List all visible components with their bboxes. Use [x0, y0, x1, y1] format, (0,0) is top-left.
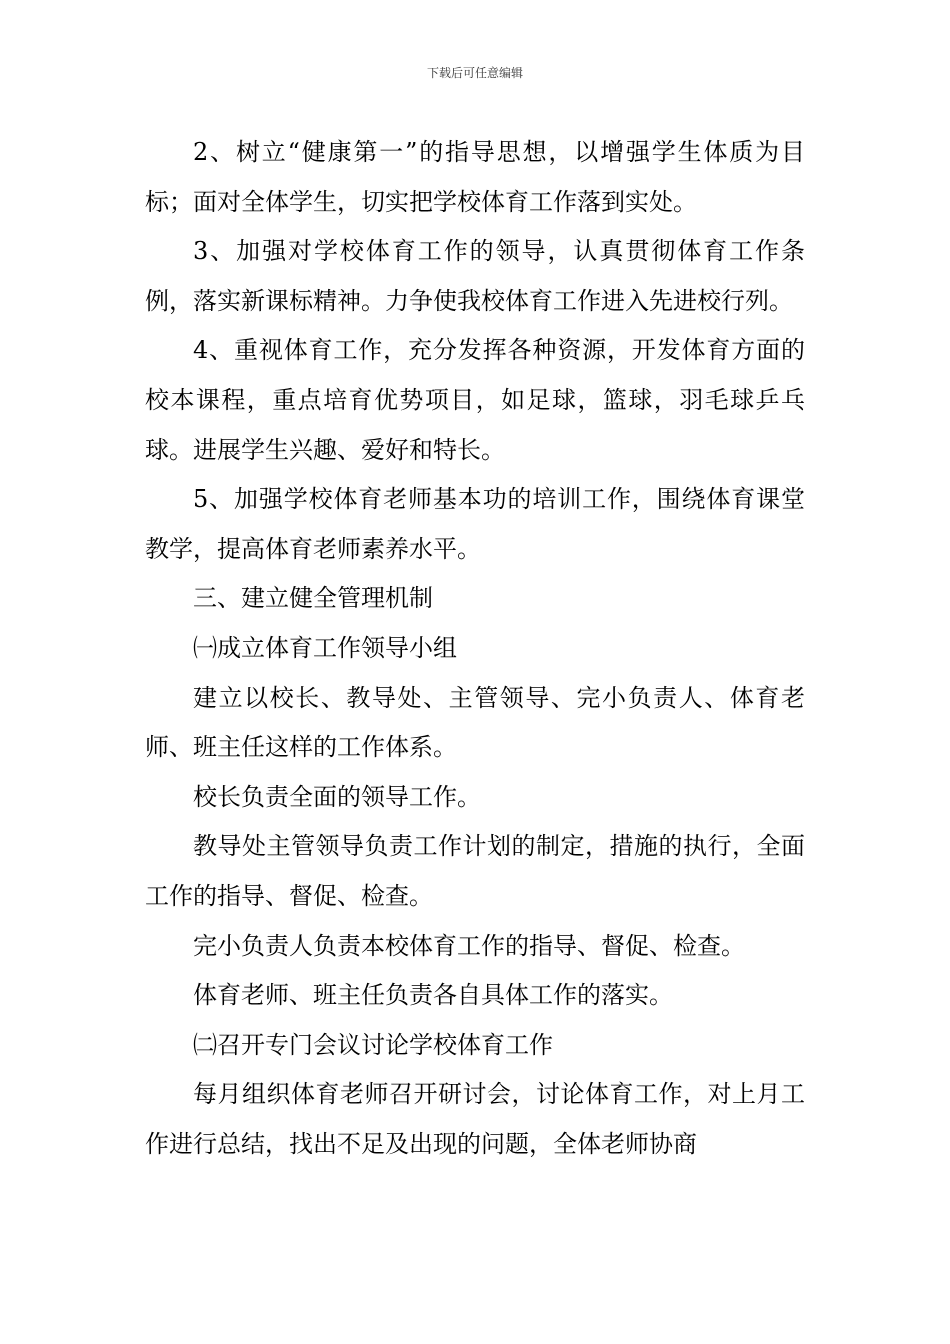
paragraph-office-duty: 教导处主管领导负责工作计划的制定，措施的执行，全面工作的指导、督促、检查。: [145, 832, 805, 910]
paragraph-monthly-meeting: 每月组织体育老师召开研讨会，讨论体育工作，对上月工作进行总结，找出不足及出现的问题，全体老师协商: [145, 1080, 805, 1158]
subsection-heading-1: ㈠成立体育工作领导小组: [193, 633, 457, 662]
paragraph-principal-duty: 校长负责全面的领导工作。: [193, 782, 481, 811]
document-body: [145, 128, 805, 1169]
paragraph-goal-4: 4、重视体育工作，充分发挥各种资源，开发体育方面的校本课程，重点培育优势项目，如足球，篮球，羽毛球乒乓球。进展学生兴趣、爱好和特长。: [145, 336, 805, 464]
subsection-heading-2: ㈡召开专门会议讨论学校体育工作: [193, 1030, 553, 1059]
paragraph-goal-3: 3、加强对学校体育工作的领导，认真贯彻体育工作条例，落实新课标精神。力争使我校体育工作进入先进校行列。: [145, 237, 805, 315]
paragraph-teacher-duty: 体育老师、班主任负责各自具体工作的落实。: [193, 981, 673, 1010]
paragraph-work-system: 建立以校长、教导处、主管领导、完小负责人、体育老师、班主任这样的工作体系。: [145, 683, 805, 762]
paragraph-goal-2: 2、树立“健康第一”的指导思想，以增强学生体质为目标；面对全体学生，切实把学校体育工作落到实处。: [145, 138, 805, 216]
page-header: 下载后可任意编辑: [426, 66, 523, 80]
paragraph-goal-5: 5、加强学校体育老师基本功的培训工作，围绕体育课堂教学，提高体育老师素养水平。: [145, 485, 805, 563]
paragraph-school-lead-duty: 完小负责人负责本校体育工作的指导、督促、检查。: [193, 931, 745, 960]
section-heading-3: 三、建立健全管理机制: [193, 584, 433, 613]
